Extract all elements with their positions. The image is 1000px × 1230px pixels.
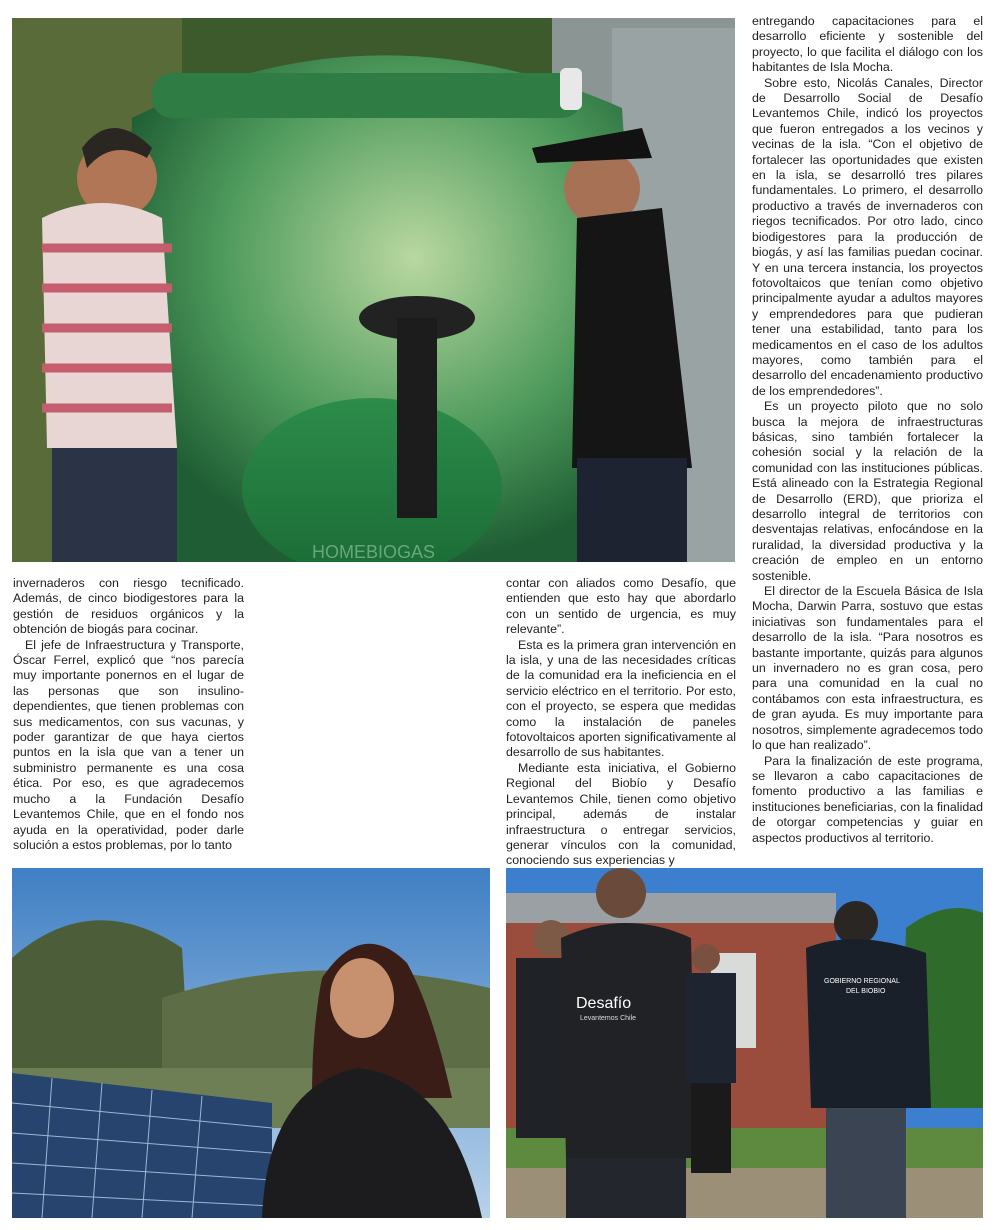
photo-jacket-logo: Desafío bbox=[576, 995, 632, 1012]
paragraph: Es un proyecto piloto que no solo busca la mejora de infraestructuras básicas, sino también fortalecer la cohesión social y la relación de la comunidad con las instituciones públicas. Está alineado con la Estrategia Regional de Desarrollo (ERD), que prioriza el desarrollo integral de territorios con desventajas relativas, enfocándose en la ruralidad, la diversidad productiva y la creación de empleo en un entorno sostenible. bbox=[752, 399, 983, 583]
article-column-middle bbox=[506, 576, 736, 869]
paragraph: El jefe de Infraestructura y Transporte, Óscar Ferrel, explicó que “nos parecía muy importante ponernos en el lugar de las personas que son insulino-dependientes, que tienen problemas con sus medicamentos, con sus vacunas, y poder garantizar de que haya ciertos puntos en la isla que van a tener un subministro permanente es una cosa ética. Por eso, es que agradecemos mucho a la Fundación Desafío Levantemos Chile, que en el fondo nos ayuda en la operatividad, poder darle solución a estos problemas, por lo tanto bbox=[13, 637, 244, 852]
paragraph: Esta es la primera gran intervención en la isla, y una de las necesidades críticas de la comunidad era la ineficiencia en el servicio eléctrico en el territorio. Por esto, con el proyecto, se espera que medidas como la instalación de paneles fotovoltaicos aporten significativamente al desarrollo de sus habitantes. bbox=[506, 637, 736, 760]
article-column-right-top bbox=[752, 14, 983, 846]
photo-group-desafio bbox=[506, 868, 983, 1218]
paragraph: invernaderos con riesgo tecnificado. Además, de cinco biodigestores para la gestión de residuos orgánicos y la obtención de biogás para cocinar. bbox=[13, 576, 244, 637]
article-column-left bbox=[13, 576, 244, 853]
photo-back-line1: GOBIERNO REGIONAL bbox=[824, 978, 900, 985]
paragraph: contar con aliados como Desafío, que entienden que esto hay que abordarlo con un sentido de urgencia, es muy relevante”. bbox=[506, 576, 736, 637]
paragraph: Mediante esta iniciativa, el Gobierno Regional del Biobío y Desafío Levantemos Chile, tienen como objetivo principal, además de instalar infraestructura o entregar servicios, generar vínculos con la comunidad, conociendo sus experiencias y bbox=[506, 760, 736, 868]
photo-back-line2: DEL BIOBIO bbox=[846, 988, 886, 995]
photo-logo-text: HOMEBIOGAS bbox=[312, 542, 436, 562]
paragraph: Sobre esto, Nicolás Canales, Director de Desarrollo Social de Desafío Levantemos Chile, indicó los proyectos que fueron entregados a los vecinos y vecinas de la isla. “Con el objetivo de fortalecer las oportunidades que existen en la isla, se desarrolló tres pilares fundamentales. Lo primero, el desarrollo productivo a través de invernaderos con riegos tecnificados. Por otro lado, cinco biodigestores para la producción de biogás, y así las familias puedan cocinar. Y en una tercera instancia, los proyectos fotovoltaicos que tenían como objetivo principalmente ayudar a adultos mayores y emprendedores para que pudieran tener una estabilidad, tanto para los medicamentos en el caso de los adultos mayores, como también para el desarrollo del encadenamiento productivo de los emprendedores”. bbox=[752, 75, 983, 398]
paragraph: El director de la Escuela Básica de Isla Mocha, Darwin Parra, sostuvo que estas iniciativas son fundamentales para el desarrollo de la isla. “Para nosotros es bastante importante, quizás para algunos un invernadero no es gran cosa, pero para una comunidad en la cual no contábamos con esta infraestructura, es de gran ayuda. Es muy importante para nosotros, simplemente agradecemos todo lo que han realizado”. bbox=[752, 584, 983, 753]
paragraph: entregando capacitaciones para el desarrollo eficiente y sostenible del proyecto, lo que facilita el diálogo con los habitantes de Isla Mocha. bbox=[752, 14, 983, 75]
paragraph: Para la finalización de este programa, se llevaron a cabo capacitaciones de fomento productivo a las familias e instituciones beneficiarias, con la finalidad de otorgar competencias y guiar en aspectos productivos al territorio. bbox=[752, 753, 983, 845]
photo-greenhouse-biodigester bbox=[12, 18, 735, 562]
photo-woman-solar-panels bbox=[12, 868, 490, 1218]
photo-jacket-sub: Levantemos Chile bbox=[580, 1015, 637, 1022]
